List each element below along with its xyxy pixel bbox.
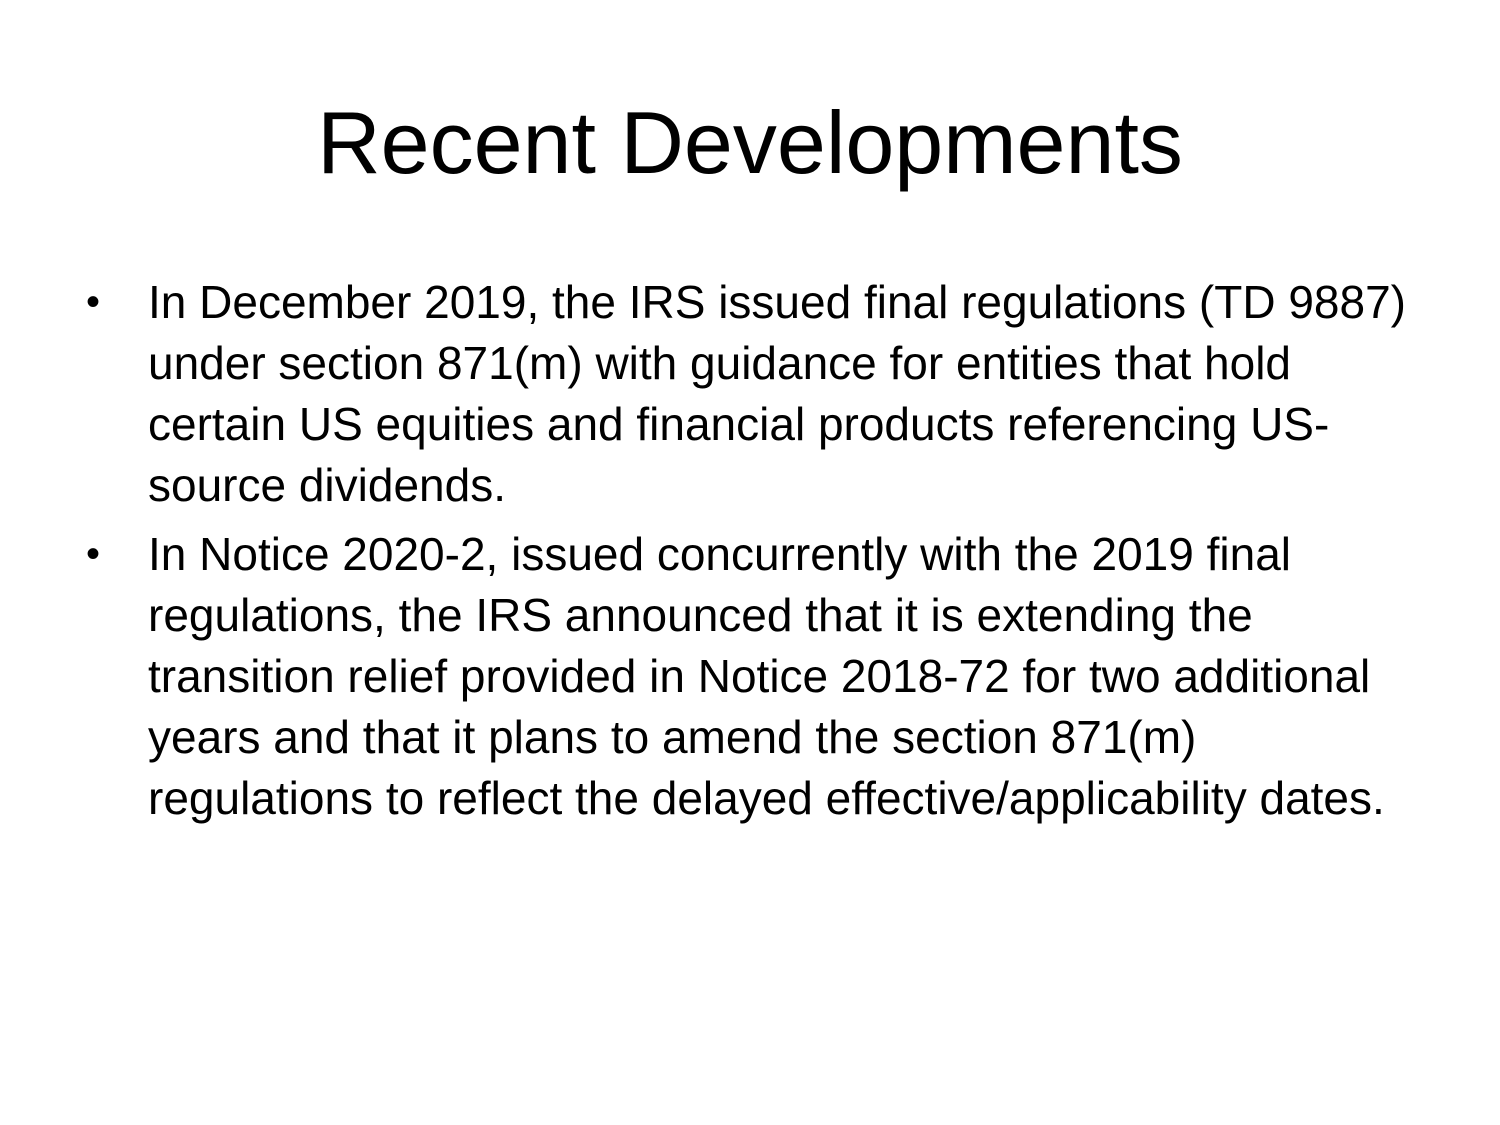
bullet-text: In Notice 2020-2, issued concurrently with the 2019 final regulations, the IRS announced that it is extending the transition relief provided in Notice 2018-72 for two additional years and that it plans to amend the section 871(m) regulations to reflect the delayed effective/applicability dates. [148,528,1385,824]
list-item [82,272,1422,516]
bullet-text: In December 2019, the IRS issued final regulations (TD 9887) under section 871(m) with guidance for entities that hold certain US equities and financial products referencing US-source dividends. [148,276,1406,511]
list-item [82,524,1422,829]
bullet-icon: • [86,280,101,324]
bullet-list [82,272,1422,837]
bullet-icon: • [86,532,101,576]
slide-title: Recent Developments [317,93,1183,192]
